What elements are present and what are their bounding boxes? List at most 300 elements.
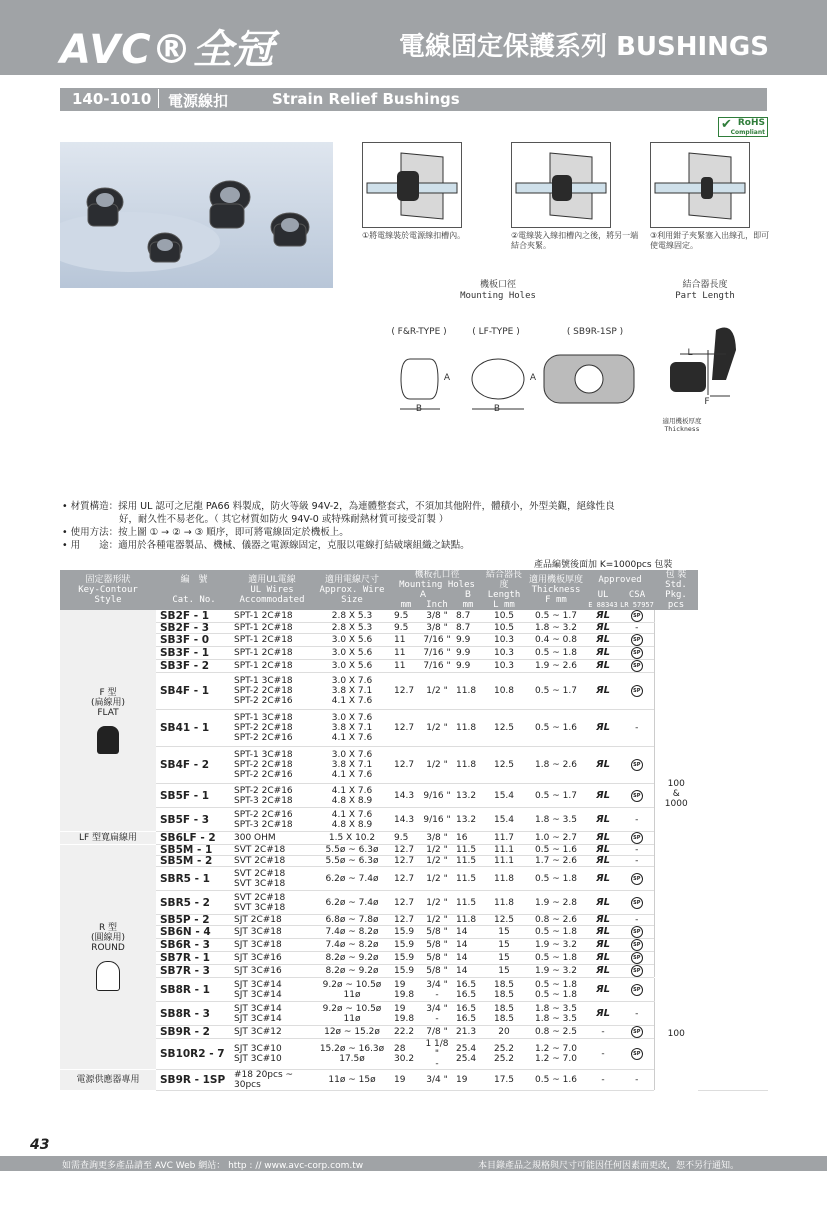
- cat-no: SB9R - 1SP: [156, 1070, 232, 1091]
- ul-mark-icon: ЯL: [595, 832, 611, 843]
- table-row: [60, 610, 768, 623]
- ul-mark-icon: ЯL: [595, 685, 611, 696]
- a-inch: 3/8 ": [420, 832, 454, 845]
- csa-mark-icon: SP: [631, 610, 643, 622]
- ul-wires: SPT-1 2C#18: [232, 660, 312, 673]
- cat-no: SB8R - 3: [156, 1002, 232, 1026]
- thickness: 1.9 ~ 3.2: [526, 965, 586, 978]
- a-inch: 7/16 ": [420, 647, 454, 660]
- a-mm: 12.7: [392, 673, 420, 710]
- b-mm: 21.3: [454, 1026, 482, 1039]
- wire-size: 4.1 X 7.6 4.8 X 8.9: [312, 808, 392, 832]
- cat-no: SB9R - 2: [156, 1026, 232, 1039]
- group-sp: 電源供應器專用: [60, 1070, 156, 1091]
- thickness: 0.5 ~ 1.6: [526, 1070, 586, 1091]
- a-mm: 11: [392, 634, 420, 647]
- ul-wires: SPT-1 2C#18: [232, 610, 312, 623]
- col-b: B: [454, 590, 482, 600]
- thickness: 0.5 ~ 1.7: [526, 784, 586, 808]
- ul-approval: [586, 610, 620, 623]
- csa-mark-icon: SP: [631, 926, 643, 938]
- a-mm: 19 19.8: [392, 1002, 420, 1026]
- product-photo: [60, 142, 333, 288]
- ul-mark-icon: ЯL: [595, 952, 611, 963]
- a-inch: 3/4 " -: [420, 978, 454, 1002]
- thickness: 0.5 ~ 1.8: [526, 647, 586, 660]
- check-icon: ✔: [721, 117, 732, 132]
- col-a-mm: mm: [392, 600, 420, 610]
- length: 25.2 25.2: [482, 1039, 526, 1070]
- thickness: 0.5 ~ 1.8: [526, 926, 586, 939]
- length: 12.5: [482, 915, 526, 926]
- wire-size: 8.2ø ~ 9.2ø: [312, 952, 392, 965]
- ul-wires: SJT 3C#18: [232, 939, 312, 952]
- a-mm: 9.5: [392, 623, 420, 634]
- ul-wires: SVT 2C#18: [232, 845, 312, 856]
- cat-no: SBR5 - 1: [156, 867, 232, 891]
- thickness: 1.8 ~ 3.2: [526, 623, 586, 634]
- ul-wires: 300 OHM: [232, 832, 312, 845]
- ul-approval: [586, 673, 620, 710]
- table-row: [60, 978, 768, 1002]
- csa-mark-icon: SP: [631, 660, 643, 672]
- pack-note: 產品編號後面加 K=1000pcs 包裝: [534, 560, 673, 570]
- cat-no: SB4F - 2: [156, 747, 232, 784]
- ul-approval: -: [586, 1026, 620, 1039]
- group-lf: LF 型寬扁線用: [60, 832, 156, 845]
- section-code: 140-1010: [72, 90, 152, 108]
- thickness: 0.5 ~ 1.8: [526, 952, 586, 965]
- csa-approval: [620, 1039, 654, 1070]
- a-inch: 1/2 ": [420, 845, 454, 856]
- a-inch: 3/8 ": [420, 623, 454, 634]
- a-inch: 5/8 ": [420, 965, 454, 978]
- ul-approval: [586, 747, 620, 784]
- a-mm: 12.7: [392, 710, 420, 747]
- ul-approval: [586, 867, 620, 891]
- a-inch: 5/8 ": [420, 939, 454, 952]
- ul-wires: SJT 3C#12: [232, 1026, 312, 1039]
- ul-wires: SVT 2C#18: [232, 856, 312, 867]
- csa-approval: [620, 660, 654, 673]
- length: 11.1: [482, 845, 526, 856]
- ul-wires: SJT 3C#14 SJT 3C#14: [232, 978, 312, 1002]
- wire-size: 15.2ø ~ 16.3ø 17.5ø: [312, 1039, 392, 1070]
- wire-size: 3.0 X 7.6 3.8 X 7.1 4.1 X 7.6: [312, 673, 392, 710]
- a-mm: 14.3: [392, 784, 420, 808]
- length: 18.5 18.5: [482, 978, 526, 1002]
- b-mm: 9.9: [454, 660, 482, 673]
- rohs-label: RoHS: [737, 118, 765, 128]
- ul-wires: SJT 3C#18: [232, 926, 312, 939]
- thickness: 1.2 ~ 7.0 1.2 ~ 7.0: [526, 1039, 586, 1070]
- ul-approval: [586, 952, 620, 965]
- brand-logo: AVC®全冠: [60, 27, 275, 73]
- csa-mark-icon: SP: [631, 832, 643, 844]
- ul-mark-icon: ЯL: [595, 813, 611, 825]
- wire-size: 4.1 X 7.6 4.8 X 8.9: [312, 784, 392, 808]
- ul-wires: SJT 2C#18: [232, 915, 312, 926]
- a-mm: 19: [392, 1070, 420, 1091]
- ul-mark-icon: ЯL: [595, 855, 611, 866]
- dim-l: L: [687, 348, 693, 358]
- section-name-en: Strain Relief Bushings: [272, 90, 460, 108]
- series-title: 電線固定保護系列 BUSHINGS: [399, 32, 769, 62]
- ul-wires: SJT 3C#14 SJT 3C#14: [232, 1002, 312, 1026]
- dim-b-2: B: [493, 404, 501, 414]
- rohs-sub: Compliant: [730, 129, 765, 136]
- b-mm: 14: [454, 939, 482, 952]
- type-lf-label: ( LF-TYPE ): [472, 327, 520, 337]
- thickness: 0.5 ~ 1.8: [526, 867, 586, 891]
- a-inch: 7/16 ": [420, 634, 454, 647]
- a-mm: 19 19.8: [392, 978, 420, 1002]
- dim-b-1: B: [415, 404, 423, 414]
- b-mm: 11.5: [454, 867, 482, 891]
- dim-a-1: A: [443, 373, 451, 383]
- b-mm: 14: [454, 926, 482, 939]
- page-footer: [0, 1156, 827, 1171]
- length: 12.5: [482, 710, 526, 747]
- cat-no: SB4F - 1: [156, 673, 232, 710]
- a-inch: 1/2 ": [420, 891, 454, 915]
- ul-mark-icon: ЯL: [595, 759, 611, 770]
- length: 10.3: [482, 634, 526, 647]
- b-mm: 8.7: [454, 610, 482, 623]
- thickness: 1.8 ~ 3.5: [526, 808, 586, 832]
- a-mm: 15.9: [392, 926, 420, 939]
- a-mm: 15.9: [392, 939, 420, 952]
- csa-approval: -: [620, 845, 654, 856]
- a-mm: 11: [392, 660, 420, 673]
- csa-approval: -: [620, 808, 654, 832]
- dim-f: F: [704, 397, 710, 407]
- wire-size: 12ø ~ 15.2ø: [312, 1026, 392, 1039]
- length: 12.5: [482, 747, 526, 784]
- length: 17.5: [482, 1070, 526, 1091]
- a-inch: 5/8 ": [420, 952, 454, 965]
- wire-size: 6.2ø ~ 7.4ø: [312, 867, 392, 891]
- length: 15: [482, 952, 526, 965]
- csa-approval: -: [620, 623, 654, 634]
- wire-size: 3.0 X 7.6 3.8 X 7.1 4.1 X 7.6: [312, 710, 392, 747]
- csa-approval: [620, 978, 654, 1002]
- col-size: 適用電線尺寸 Approx. Wire Size: [312, 570, 392, 610]
- ul-wires: SPT-1 3C#18 SPT-2 2C#18 SPT-2 2C#16: [232, 673, 312, 710]
- ul-approval: [586, 634, 620, 647]
- thickness: 1.9 ~ 3.2: [526, 939, 586, 952]
- csa-mark-icon: SP: [631, 634, 643, 646]
- ul-approval: [586, 856, 620, 867]
- wire-size: 2.8 X 5.3: [312, 623, 392, 634]
- csa-mark-icon: SP: [631, 952, 643, 964]
- col-ul: 適用UL電線 UL Wires Accommodated: [232, 570, 312, 610]
- step-2-text: ②電線裝入線扣槽內之後，將另一端結合夾緊。: [511, 231, 639, 250]
- flat-shape-icon: [97, 726, 119, 754]
- csa-approval: [620, 867, 654, 891]
- col-cat: 編 號 Cat. No.: [156, 570, 232, 610]
- ul-wires: SPT-2 2C#16 SPT-3 2C#18: [232, 784, 312, 808]
- a-inch: 1/2 ": [420, 856, 454, 867]
- a-inch: 1 1/8 " -: [420, 1039, 454, 1070]
- ul-approval: [586, 623, 620, 634]
- col-shape: 固定器形狀 Key-Contour Style: [60, 570, 156, 610]
- csa-approval: [620, 926, 654, 939]
- thickness: 1.8 ~ 3.5 1.8 ~ 3.5: [526, 1002, 586, 1026]
- ul-mark-icon: ЯL: [595, 965, 611, 976]
- wire-size: 3.0 X 7.6 3.8 X 7.1 4.1 X 7.6: [312, 747, 392, 784]
- a-inch: 1/2 ": [420, 747, 454, 784]
- wire-size: 3.0 X 5.6: [312, 647, 392, 660]
- type-fr-label: ( F&R-TYPE ): [391, 327, 447, 337]
- a-inch: 1/2 ": [420, 867, 454, 891]
- csa-approval: -: [620, 856, 654, 867]
- length: 10.3: [482, 647, 526, 660]
- note-material-1: • 材質構造：採用 UL 認可之尼龍 PA66 料製成，防火等級 94V-2，為連體整套式，不須加其他附件，體積小，外型美觀，絕緣性良: [62, 501, 615, 512]
- a-mm: 12.7: [392, 747, 420, 784]
- csa-approval: -: [620, 1070, 654, 1091]
- a-inch: 7/16 ": [420, 660, 454, 673]
- length: 10.8: [482, 673, 526, 710]
- b-mm: 9.9: [454, 634, 482, 647]
- thickness: 0.5 ~ 1.6: [526, 710, 586, 747]
- b-mm: 16.5 16.5: [454, 978, 482, 1002]
- ul-mark-icon: ЯL: [595, 647, 611, 658]
- a-inch: 3/4 ": [420, 1070, 454, 1091]
- csa-approval: [620, 673, 654, 710]
- notes: [62, 500, 615, 552]
- cat-no: SB2F - 3: [156, 623, 232, 634]
- length: 20: [482, 1026, 526, 1039]
- cat-no: SB5M - 2: [156, 856, 232, 867]
- csa-approval: -: [620, 1002, 654, 1026]
- csa-approval: [620, 634, 654, 647]
- thickness: 1.8 ~ 2.6: [526, 747, 586, 784]
- cat-no: SB5M - 1: [156, 845, 232, 856]
- a-inch: 1/2 ": [420, 915, 454, 926]
- length: 15.4: [482, 784, 526, 808]
- note-usage: • 使用方法：按上圖 ① → ② → ③ 順序，即可將電線固定於機板上。: [62, 527, 349, 538]
- a-inch: 1/2 ": [420, 710, 454, 747]
- a-mm: 22.2: [392, 1026, 420, 1039]
- wire-size: 5.5ø ~ 6.3ø: [312, 845, 392, 856]
- cat-no: SB6LF - 2: [156, 832, 232, 845]
- wire-size: 3.0 X 5.6: [312, 634, 392, 647]
- b-mm: 11.5: [454, 891, 482, 915]
- cat-no: SB8R - 1: [156, 978, 232, 1002]
- b-mm: 9.9: [454, 647, 482, 660]
- step-1-text: ①將電線裝於電源線扣槽內。: [362, 231, 466, 240]
- b-mm: 11.8: [454, 710, 482, 747]
- col-a-inch: Inch: [420, 600, 454, 610]
- b-mm: 8.7: [454, 623, 482, 634]
- bushings-illustration: [60, 142, 333, 288]
- thickness: 1.0 ~ 2.7: [526, 832, 586, 845]
- ul-approval: [586, 845, 620, 856]
- cat-no: SBR5 - 2: [156, 891, 232, 915]
- ul-mark-icon: ЯL: [595, 872, 611, 884]
- std-pkg: 100: [654, 978, 698, 1091]
- group-r: R 型 (圓線用) ROUND: [60, 845, 156, 1070]
- a-mm: 12.7: [392, 915, 420, 926]
- cat-no: SB2F - 1: [156, 610, 232, 623]
- b-mm: 11.8: [454, 673, 482, 710]
- ul-approval: [586, 710, 620, 747]
- ul-mark-icon: ЯL: [595, 844, 611, 855]
- b-mm: 25.4 25.4: [454, 1039, 482, 1070]
- col-pkg: 包 裝 Std. Pkg. pcs: [654, 570, 698, 610]
- thickness: 0.8 ~ 2.6: [526, 915, 586, 926]
- ul-wires: SVT 2C#18 SVT 3C#18: [232, 891, 312, 915]
- section-divider: [158, 89, 159, 108]
- csa-approval: [620, 939, 654, 952]
- a-mm: 14.3: [392, 808, 420, 832]
- a-mm: 15.9: [392, 952, 420, 965]
- length: 10.5: [482, 623, 526, 634]
- col-ul-no: UL E 88343: [586, 590, 620, 610]
- ul-approval: [586, 965, 620, 978]
- csa-mark-icon: SP: [631, 984, 643, 996]
- std-pkg: [698, 1070, 768, 1091]
- ul-wires: SPT-1 2C#18: [232, 634, 312, 647]
- wire-size: 7.4ø ~ 8.2ø: [312, 926, 392, 939]
- a-mm: 9.5: [392, 610, 420, 623]
- ul-mark-icon: ЯL: [595, 926, 611, 937]
- ul-wires: SVT 2C#18 SVT 3C#18: [232, 867, 312, 891]
- a-inch: 3/8 ": [420, 610, 454, 623]
- b-mm: 14: [454, 965, 482, 978]
- cat-no: SB3F - 0: [156, 634, 232, 647]
- length: 15.4: [482, 808, 526, 832]
- ul-mark-icon: ЯL: [595, 789, 611, 801]
- ul-approval: [586, 832, 620, 845]
- round-shape-icon: [96, 961, 120, 991]
- length: 10.5: [482, 610, 526, 623]
- length: 11.7: [482, 832, 526, 845]
- step-1-drawing: [363, 143, 461, 227]
- ul-wires: SJT 3C#16: [232, 952, 312, 965]
- b-mm: 14: [454, 952, 482, 965]
- wire-size: 5.5ø ~ 6.3ø: [312, 856, 392, 867]
- ul-mark-icon: ЯL: [595, 1007, 611, 1019]
- hole-diagrams: [396, 345, 656, 425]
- cat-no: SB6R - 3: [156, 939, 232, 952]
- std-pkg: 100 & 1000: [654, 610, 698, 978]
- csa-approval: -: [620, 710, 654, 747]
- step-1-image: [362, 142, 462, 228]
- a-inch: 3/4 " -: [420, 1002, 454, 1026]
- ul-approval: [586, 1002, 620, 1026]
- col-b-mm: mm: [454, 600, 482, 610]
- ul-mark-icon: ЯL: [595, 610, 611, 621]
- ul-wires: SPT-1 3C#18 SPT-2 2C#18 SPT-2 2C#16: [232, 747, 312, 784]
- csa-mark-icon: SP: [631, 1048, 643, 1060]
- a-mm: 15.9: [392, 965, 420, 978]
- b-mm: 13.2: [454, 808, 482, 832]
- cat-no: SB5F - 1: [156, 784, 232, 808]
- csa-mark-icon: SP: [631, 897, 643, 909]
- b-mm: 11.8: [454, 915, 482, 926]
- a-mm: 9.5: [392, 832, 420, 845]
- a-mm: 12.7: [392, 891, 420, 915]
- b-mm: 16.5 16.5: [454, 1002, 482, 1026]
- ul-mark-icon: ЯL: [595, 634, 611, 645]
- ul-wires: SPT-2 2C#16 SPT-3 2C#18: [232, 808, 312, 832]
- ul-approval: [586, 784, 620, 808]
- step-3-image: [650, 142, 750, 228]
- col-length: 結合器長度 Length L mm: [482, 570, 526, 610]
- wire-size: 6.8ø ~ 7.8ø: [312, 915, 392, 926]
- csa-mark-icon: SP: [631, 873, 643, 885]
- csa-mark-icon: SP: [631, 965, 643, 977]
- ul-approval: [586, 891, 620, 915]
- b-mm: 11.5: [454, 856, 482, 867]
- csa-approval: [620, 647, 654, 660]
- csa-approval: -: [620, 915, 654, 926]
- ul-mark-icon: ЯL: [595, 622, 611, 633]
- col-holes: 機板孔口徑 Mounting Holes: [392, 570, 482, 590]
- ul-approval: -: [586, 1039, 620, 1070]
- thickness: 1.9 ~ 2.8: [526, 891, 586, 915]
- cat-no: SB5F - 3: [156, 808, 232, 832]
- ul-approval: [586, 939, 620, 952]
- a-mm: 11: [392, 647, 420, 660]
- csa-approval: [620, 610, 654, 623]
- step-3-text: ③利用鉗子夾緊塞入出線孔，即可使電線固定。: [650, 231, 770, 250]
- length: 15: [482, 965, 526, 978]
- spec-table: [60, 570, 768, 1091]
- csa-approval: [620, 965, 654, 978]
- part-length-label: 結合器長度 Part Length: [675, 280, 735, 301]
- ul-mark-icon: ЯL: [595, 722, 611, 733]
- b-mm: 19: [454, 1070, 482, 1091]
- ul-mark-icon: ЯL: [595, 983, 611, 995]
- a-inch: 9/16 ": [420, 784, 454, 808]
- a-inch: 9/16 ": [420, 808, 454, 832]
- ul-approval: -: [586, 1070, 620, 1091]
- rohs-badge: [718, 117, 768, 137]
- length: 11.8: [482, 867, 526, 891]
- cat-no: SB7R - 1: [156, 952, 232, 965]
- a-mm: 12.7: [392, 845, 420, 856]
- step-2-image: [511, 142, 611, 228]
- step-3-drawing: [651, 143, 749, 227]
- ul-approval: [586, 915, 620, 926]
- length: 11.8: [482, 891, 526, 915]
- group-f: F 型 (扁線用) FLAT: [60, 610, 156, 832]
- ul-wires: SPT-1 2C#18: [232, 647, 312, 660]
- footer-notice: 本目錄產品之規格與尺寸可能因任何因素而更改，恕不另行通知。: [478, 1161, 740, 1171]
- section-name-zh: 電源線扣: [168, 92, 229, 110]
- spec-body: [60, 610, 768, 1091]
- cat-no: SB7R - 3: [156, 965, 232, 978]
- thickness: 0.5 ~ 1.7: [526, 673, 586, 710]
- a-inch: 1/2 ": [420, 673, 454, 710]
- thickness: 0.4 ~ 0.8: [526, 634, 586, 647]
- csa-approval: [620, 832, 654, 845]
- b-mm: 11.5: [454, 845, 482, 856]
- csa-mark-icon: SP: [631, 1026, 643, 1038]
- csa-mark-icon: SP: [631, 939, 643, 951]
- ul-approval: [586, 647, 620, 660]
- length: 15: [482, 939, 526, 952]
- col-csa-no: CSA LR 57957: [620, 590, 654, 609]
- csa-approval: [620, 747, 654, 784]
- note-application: • 用 途：適用於各種電器製品、機械、儀器之電源線固定，克服以電線打結破壞組織之缺點。: [62, 540, 470, 551]
- ul-mark-icon: ЯL: [595, 660, 611, 671]
- ul-wires: SPT-1 2C#18: [232, 623, 312, 634]
- col-approved: Approved: [586, 570, 654, 590]
